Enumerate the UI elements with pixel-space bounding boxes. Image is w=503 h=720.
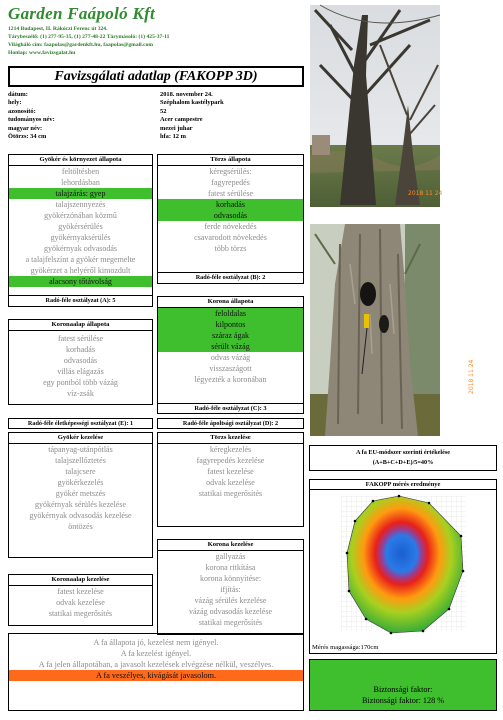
- info-value: 52: [160, 107, 167, 115]
- list-item: a talajfelszínt a gyökér megemelte: [25, 255, 136, 264]
- list-item: statikai megerősítés: [198, 489, 263, 498]
- list-item: gyökérkezelés: [57, 478, 104, 487]
- crown-condition-title: Korona állapota: [158, 297, 303, 308]
- list-item: odvasodás: [63, 356, 98, 365]
- tree-photo-2: [310, 224, 475, 436]
- list-item: kilpontos: [158, 319, 303, 330]
- photo-1-date: 2018 11 24: [408, 190, 443, 197]
- crown-base-treatment-list: [9, 586, 152, 619]
- rating-b: Radó-féle osztályzat (B): 2: [157, 272, 304, 284]
- rating-d: Radó-féle ápoltsági osztályzat (D): 2: [157, 418, 304, 429]
- photo-2-date: 2018 11 24: [468, 359, 475, 394]
- list-item: száraz ágak: [158, 330, 303, 341]
- root-condition-title: Gyökér és környezet állapota: [9, 155, 152, 166]
- root-treatment-title: Gyökér kezelése: [9, 433, 152, 444]
- summary-box: [8, 633, 304, 711]
- list-item: öntözés: [68, 522, 93, 531]
- crown-condition-panel: [157, 296, 304, 414]
- list-item: korhadás: [158, 199, 303, 210]
- list-item: odvak kezelése: [56, 598, 105, 607]
- list-item: több törzs: [214, 244, 247, 253]
- list-item: talajszennyezés: [55, 200, 106, 209]
- fakopp-panel: [309, 479, 497, 654]
- list-item: csavarodott növekedés: [194, 233, 267, 242]
- tree-photo-2-image: [310, 224, 475, 436]
- info-value: Széphalom kastélypark: [160, 99, 224, 107]
- rating-a: Radó-féle osztályzat (A): 5: [8, 296, 153, 307]
- list-item: gallyazás: [215, 552, 246, 561]
- list-item: fatest sérülése: [57, 334, 104, 343]
- measurement-height: Mérés magassága:170cm: [312, 644, 379, 651]
- info-row: [8, 99, 304, 107]
- list-item: gyökérzónában közmű: [44, 211, 117, 220]
- tree-photo-1-image: [310, 5, 443, 207]
- info-label: Ötörzs: 34 cm: [8, 132, 47, 140]
- list-item: alacsony tőtávolság: [9, 276, 152, 287]
- list-item: víz-zsák: [67, 389, 94, 398]
- trunk-treatment-panel: [157, 432, 304, 527]
- info-row: [8, 91, 304, 99]
- trunk-treatment-list: [158, 444, 303, 499]
- safety-factor-label: Biztonsági faktor:: [373, 685, 433, 694]
- list-item: légyezték a koronában: [194, 375, 267, 384]
- crown-base-condition-list: [9, 331, 152, 399]
- eu-evaluation-formula: (A+B+C+D+E)/5=40%: [372, 459, 434, 466]
- list-item: odvasodás: [158, 210, 303, 221]
- list-item: egy pontból több vázág: [43, 378, 118, 387]
- trunk-condition-title: Törzs állapota: [158, 155, 303, 166]
- company-phones: Tárybeszélő: (1) 277-95-35, (1) 277-48-22 Tárymásoló: (1) 425-37-11: [8, 34, 170, 40]
- safety-factor-value: Biztonsági faktor: 128 %: [361, 696, 445, 705]
- root-condition-list: [9, 166, 152, 287]
- list-item: villás elágazás: [57, 367, 104, 376]
- list-item: gyökér metszés: [55, 489, 106, 498]
- list-item: feltöltésben: [61, 167, 100, 176]
- info-label: magyar név:: [8, 124, 43, 132]
- trunk-condition-list: [158, 166, 303, 254]
- info-label: dátum:: [8, 91, 28, 98]
- root-treatment-list: [9, 444, 152, 532]
- list-item: korona ritkítása: [205, 563, 256, 572]
- list-item: odvas vázág: [210, 353, 251, 362]
- crown-treatment-panel: [157, 539, 304, 635]
- root-condition-panel: [8, 154, 153, 296]
- safety-factor-box: [309, 659, 497, 711]
- list-item: korhadás: [66, 345, 95, 354]
- list-item: gyökérzet a helyéről kimozdult: [30, 266, 131, 275]
- list-item: fagyrepedés kezelése: [196, 456, 265, 465]
- list-item: fatest kezelése: [207, 467, 254, 476]
- rating-e: Radó-féle életképességi osztályzat (E): 1: [8, 418, 153, 429]
- info-label: hely:: [8, 99, 22, 107]
- summary-line: A fa állapota jó, kezelést nem igényel.: [93, 638, 219, 647]
- list-item: fagyrepedés: [211, 178, 250, 187]
- list-item: gyökérnyak odvasodás kezelése: [29, 511, 132, 520]
- info-label: azonosító:: [8, 107, 36, 115]
- list-item: kéregsérülés:: [209, 167, 252, 176]
- list-item: feloldalas: [158, 308, 303, 319]
- tree-info: [8, 91, 304, 141]
- list-item: gyökérnyak sérülés kezelése: [34, 500, 127, 509]
- info-value: 2018. november 24.: [160, 91, 213, 98]
- company-web: Honlap: www.favizsgalat.hu: [8, 50, 76, 56]
- company-address: 1214 Budapest, II. Rákóczi Ferenc út 324.: [8, 26, 108, 32]
- info-value: hfa: 12 m: [160, 132, 186, 140]
- list-item: odvak kezelése: [206, 478, 255, 487]
- list-item: vázág odvasodás kezelése: [188, 607, 273, 616]
- rating-c: Radó-féle osztályzat (C): 3: [158, 403, 303, 413]
- trunk-condition-panel: [157, 154, 304, 284]
- info-row: [8, 133, 304, 141]
- list-item: lehordásban: [61, 178, 100, 187]
- crown-base-treatment-title: Koronaalap kezelése: [9, 575, 152, 586]
- crown-base-condition-panel: [8, 319, 153, 405]
- eu-evaluation: [309, 445, 497, 471]
- summary-line: A fa kezelést igényel.: [120, 649, 192, 658]
- list-item: vázág sérülés kezelése: [194, 596, 267, 605]
- fakopp-title: FAKOPP mérés eredménye: [310, 480, 496, 490]
- list-item: talajszellőztetés: [55, 456, 106, 465]
- page-title: Favizsgálati adatlap (FAKOPP 3D): [8, 66, 304, 87]
- list-item: gyökérnyak odvasodás: [43, 244, 118, 253]
- list-item: korona könnyítése:: [199, 574, 262, 583]
- list-item: fatest sérülése: [207, 189, 254, 198]
- tree-photo-1: [310, 5, 443, 207]
- list-item: ifjítás:: [220, 585, 241, 594]
- info-value: mezei juhar: [160, 124, 193, 132]
- list-item: gyökérnyaksérülés: [50, 233, 111, 242]
- crown-treatment-list: [158, 551, 303, 628]
- list-item: talajcsere: [65, 467, 96, 476]
- list-item: talajzárás: gyep: [9, 188, 152, 199]
- list-item: gyökérsérülés: [58, 222, 103, 231]
- summary-line: A fa veszélyes, kivágását javasolom.: [9, 670, 303, 681]
- summary-line: A fa jelen állapotában, a javasolt kezelések elvégzése nélkül, veszélyes.: [38, 660, 274, 669]
- list-item: kéregkezelés: [209, 445, 252, 454]
- crown-treatment-title: Korona kezelése: [158, 540, 303, 551]
- trunk-treatment-title: Törzs kezelése: [158, 433, 303, 444]
- list-item: fatest kezelése: [57, 587, 104, 596]
- summary-list: [9, 634, 303, 681]
- fakopp-tomogram: [311, 491, 495, 641]
- crown-condition-list: [158, 308, 303, 385]
- company-email: Világháló cím: faapolas@gardenkft.hu, faapolas@gmail.com: [8, 42, 154, 48]
- list-item: sérült vázág: [158, 341, 303, 352]
- list-item: tápanyag-utánpótlás: [48, 445, 113, 454]
- list-item: statikai megerősítés: [48, 609, 113, 618]
- eu-evaluation-title: A fa EU-módszer szerinti értékelése: [355, 449, 451, 456]
- root-treatment-panel: [8, 432, 153, 558]
- crown-base-condition-title: Koronaalap állapota: [9, 320, 152, 331]
- info-value: Acer campestre: [160, 116, 203, 124]
- list-item: ferde növekedés: [204, 222, 257, 231]
- info-row: [8, 108, 304, 116]
- company-name: Garden Faápoló Kft: [8, 4, 156, 23]
- info-row: [8, 116, 304, 124]
- info-row: [8, 125, 304, 133]
- list-item: statikai megerősítés: [198, 618, 263, 627]
- crown-base-treatment-panel: [8, 574, 153, 626]
- info-label: tudományos név:: [8, 116, 55, 124]
- list-item: visszaszágott: [209, 364, 252, 373]
